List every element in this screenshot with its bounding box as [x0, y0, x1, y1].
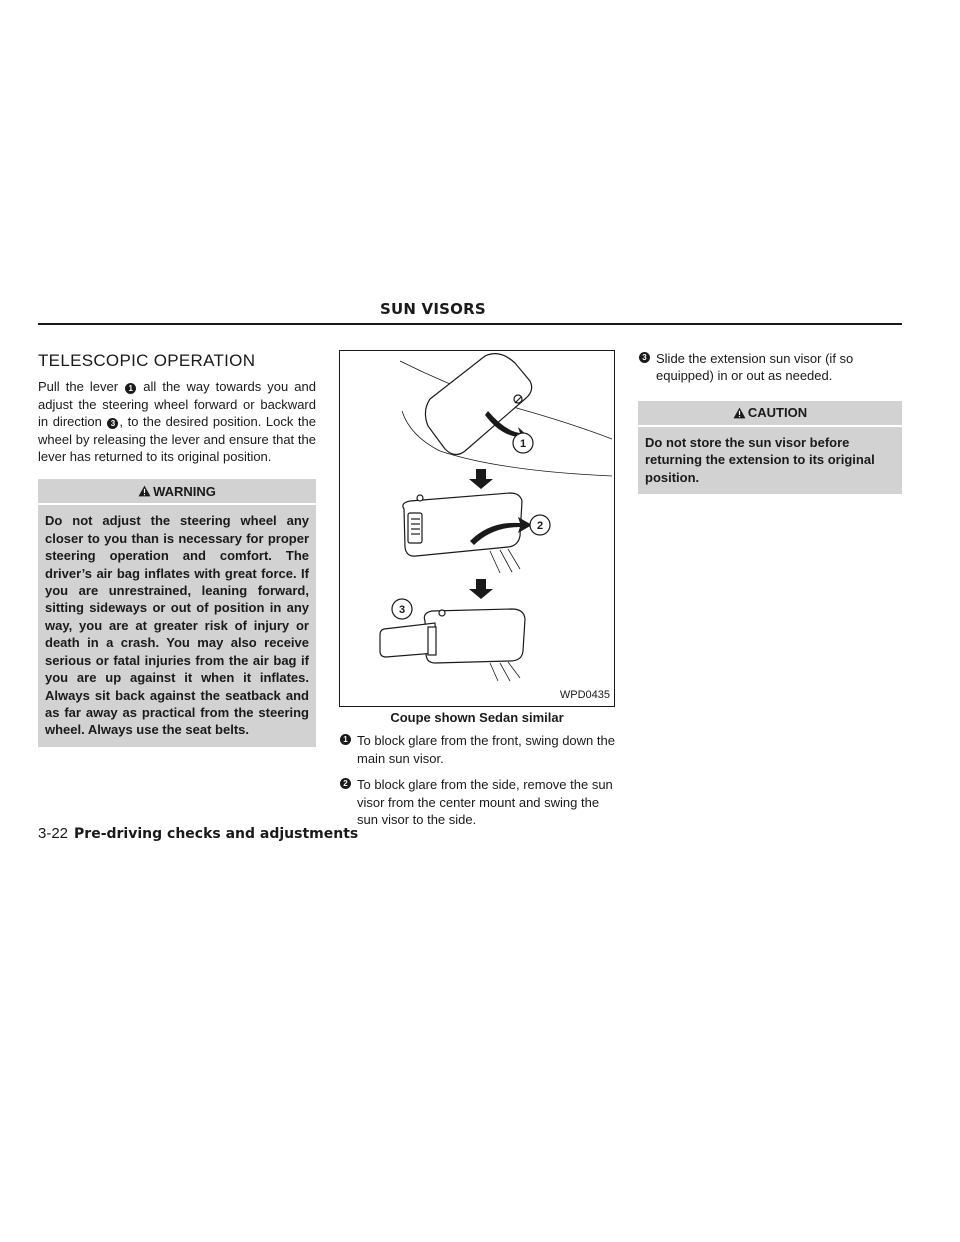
label-3-badge — [392, 599, 412, 619]
label-1-badge — [513, 433, 533, 453]
down-arrow-1 — [469, 469, 493, 489]
step-3 — [638, 350, 902, 385]
column-middle — [339, 350, 615, 828]
telescopic-paragraph — [38, 378, 316, 465]
section-header: SUN VISORS — [380, 300, 486, 318]
column-right — [638, 350, 902, 494]
para-text-1: Pull the lever — [38, 379, 125, 395]
step-3-text: Slide the extension sun visor (if so equipped) in or out as needed. — [656, 351, 854, 384]
para-text-3: , to the desired position. Lock the wheel by releasing the lever and ensure that the lever has returned to its original position. — [38, 414, 316, 465]
step-2 — [339, 776, 615, 828]
step-1 — [339, 732, 615, 767]
warning-triangle-icon — [733, 407, 746, 419]
caution-box — [638, 401, 902, 494]
step-3-marker: 3 — [639, 352, 650, 363]
caution-text: Do not store the sun visor before returning the extension to its original position. — [638, 427, 902, 494]
step-1-text: To block glare from the front, swing down the main sun visor. — [357, 733, 615, 766]
page-footer — [38, 825, 358, 842]
visor-stage-1 — [400, 354, 612, 476]
page-number: 3-22 — [38, 825, 69, 842]
chapter-title: Pre-driving checks and adjustments — [74, 826, 359, 842]
para-text-2: all the way towards you and adjust the steering wheel forward or backward in direction — [38, 379, 316, 430]
warning-label: WARNING — [153, 483, 216, 499]
step-1-marker: 1 — [340, 734, 351, 745]
telescopic-heading: TELESCOPIC OPERATION — [38, 351, 256, 370]
callout-3: 3 — [107, 418, 118, 429]
visor-stage-3 — [380, 609, 525, 681]
warning-header — [38, 479, 316, 505]
visor-stage-2 — [403, 493, 522, 573]
warning-text: Do not adjust the steering wheel any closer to you than is necessary for proper steering operation and comfort. The driver’s air bag inflates with great force. If you are unrestrained, leaning forward, sitting sideways or out of position in any way, you are at greater risk of injury or death in a crash. You may also receive serious or fatal injuries from the air bag if you are up against it when it inflates. Always sit back against the seatback and as far away as practical from the steering wheel. Always use the seat belts. — [38, 505, 316, 746]
label-1: 1 — [519, 438, 527, 450]
callout-1: 1 — [125, 383, 136, 394]
header-rule — [38, 323, 902, 325]
sun-visor-illustration — [340, 351, 614, 706]
step-2-text: To block glare from the side, remove the sun visor from the center mount and swing the sun visor to the side. — [357, 777, 613, 828]
label-3: 3 — [398, 604, 406, 616]
column-left — [38, 350, 316, 747]
warning-triangle-icon — [138, 485, 151, 497]
step-2-marker: 2 — [340, 778, 351, 789]
caution-header — [638, 401, 902, 427]
label-2-badge — [530, 515, 550, 535]
figure-caption: Coupe shown Sedan similar — [390, 710, 564, 725]
label-2: 2 — [536, 520, 544, 532]
warning-box — [38, 479, 316, 746]
figure-code: WPD0435 — [559, 688, 610, 701]
sun-visor-figure — [339, 350, 615, 707]
caution-label: CAUTION — [747, 405, 808, 421]
down-arrow-2 — [469, 579, 493, 599]
